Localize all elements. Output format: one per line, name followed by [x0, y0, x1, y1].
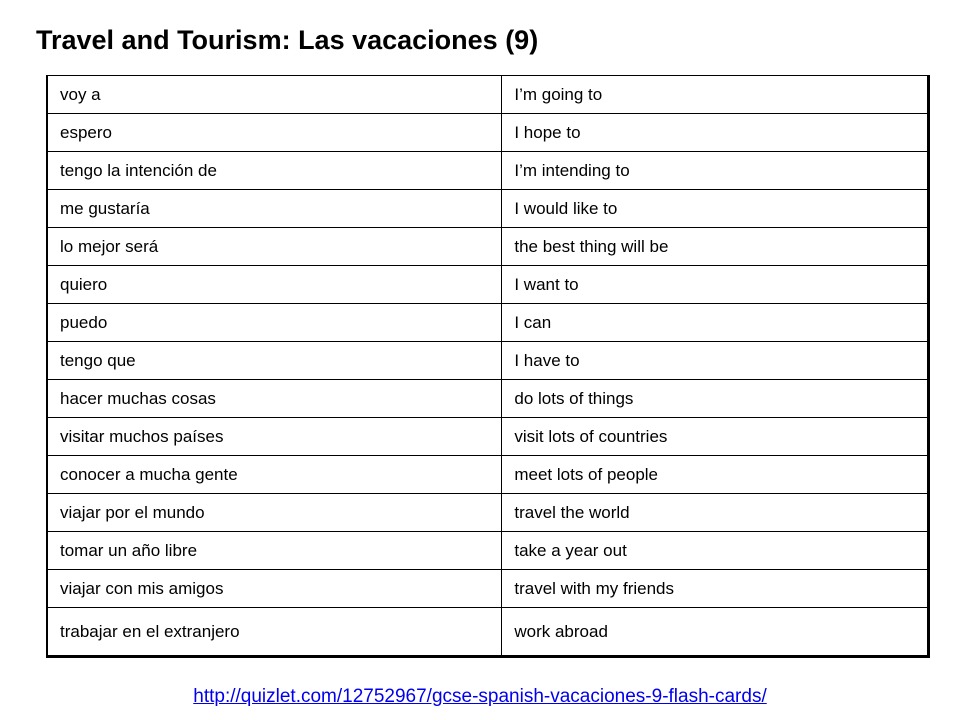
- english-translation-cell: I hope to: [502, 114, 929, 152]
- page-title: Travel and Tourism: Las vacaciones (9): [36, 25, 539, 55]
- spanish-phrase-cell: viajar con mis amigos: [47, 570, 502, 608]
- english-translation-cell: the best thing will be: [502, 228, 929, 266]
- vocabulary-table: [46, 75, 930, 658]
- spanish-phrase-cell: tomar un año libre: [47, 532, 502, 570]
- english-translation-cell: I want to: [502, 266, 929, 304]
- table-row: [47, 418, 929, 456]
- spanish-phrase-cell: tengo la intención de: [47, 152, 502, 190]
- table-row: [47, 494, 929, 532]
- spanish-phrase-cell: hacer muchas cosas: [47, 380, 502, 418]
- english-translation-cell: I’m intending to: [502, 152, 929, 190]
- english-translation-cell: travel with my friends: [502, 570, 929, 608]
- english-translation-cell: work abroad: [502, 608, 929, 657]
- english-translation-cell: meet lots of people: [502, 456, 929, 494]
- english-translation-cell: visit lots of countries: [502, 418, 929, 456]
- table-row: [47, 228, 929, 266]
- english-translation-cell: I’m going to: [502, 76, 929, 114]
- spanish-phrase-cell: quiero: [47, 266, 502, 304]
- spanish-phrase-cell: viajar por el mundo: [47, 494, 502, 532]
- quizlet-source-link[interactable]: http://quizlet.com/12752967/gcse-spanish-vacaciones-9-flash-cards/: [193, 686, 767, 707]
- table-row: [47, 76, 929, 114]
- english-translation-cell: I can: [502, 304, 929, 342]
- table-row: [47, 342, 929, 380]
- spanish-phrase-cell: voy a: [47, 76, 502, 114]
- english-translation-cell: do lots of things: [502, 380, 929, 418]
- spanish-phrase-cell: visitar muchos países: [47, 418, 502, 456]
- spanish-phrase-cell: espero: [47, 114, 502, 152]
- table-row: [47, 380, 929, 418]
- spanish-phrase-cell: puedo: [47, 304, 502, 342]
- table-row: [47, 304, 929, 342]
- table-row: [47, 152, 929, 190]
- spanish-phrase-cell: tengo que: [47, 342, 502, 380]
- english-translation-cell: I have to: [502, 342, 929, 380]
- spanish-phrase-cell: me gustaría: [47, 190, 502, 228]
- table-row: [47, 456, 929, 494]
- spanish-phrase-cell: conocer a mucha gente: [47, 456, 502, 494]
- table-row: [47, 190, 929, 228]
- english-translation-cell: travel the world: [502, 494, 929, 532]
- vocabulary-table-body: [47, 76, 929, 657]
- english-translation-cell: I would like to: [502, 190, 929, 228]
- english-translation-cell: take a year out: [502, 532, 929, 570]
- table-row: [47, 570, 929, 608]
- table-row: [47, 532, 929, 570]
- table-row: [47, 608, 929, 657]
- spanish-phrase-cell: lo mejor será: [47, 228, 502, 266]
- table-row: [47, 266, 929, 304]
- spanish-phrase-cell: trabajar en el extranjero: [47, 608, 502, 657]
- table-row: [47, 114, 929, 152]
